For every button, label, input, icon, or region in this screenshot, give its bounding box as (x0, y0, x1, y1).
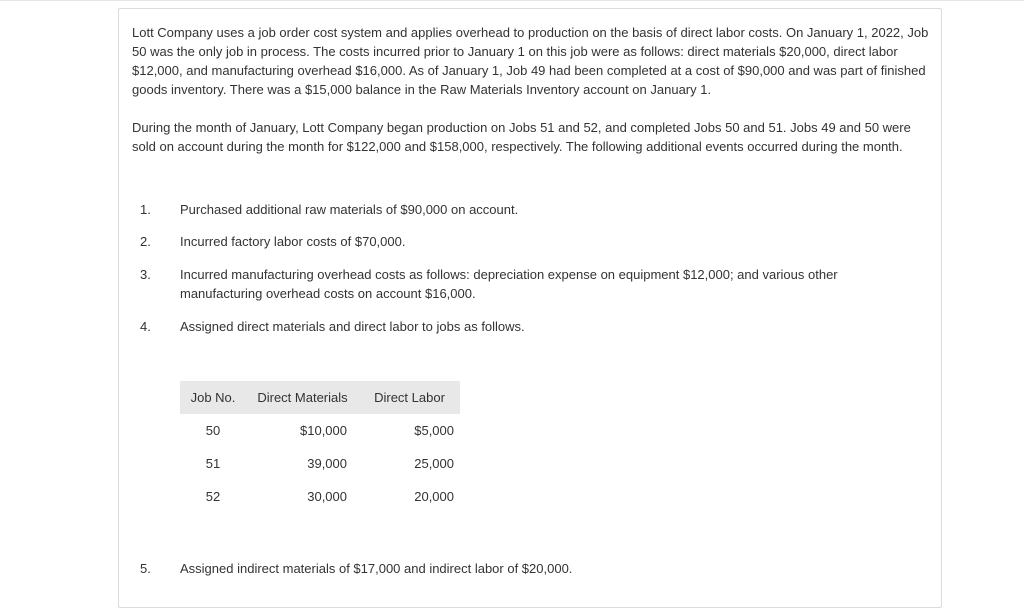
cell-direct-labor: 25,000 (414, 456, 454, 471)
cell-job-no: 50 (205, 423, 221, 438)
table-header-row (180, 381, 460, 414)
list-item-number: 5. (140, 561, 151, 576)
list-item-number: 3. (140, 267, 151, 282)
table-row (180, 447, 460, 480)
list-item-text: Incurred manufacturing overhead costs as follows: depreciation expense on equipment $12,000; and various other manufacturing overhead costs on account $16,000. (180, 267, 838, 301)
cell-job-no: 51 (205, 456, 221, 471)
list-item-number: 2. (140, 234, 151, 249)
list-item-text: Assigned indirect materials of $17,000 and indirect labor of $20,000. (180, 561, 573, 576)
cell-direct-materials: 39,000 (307, 456, 347, 471)
header-direct-labor: Direct Labor (359, 381, 460, 414)
intro-paragraph-1: Lott Company uses a job order cost system and applies overhead to production on the basis of direct labor costs. On January 1, 2022, Job 50 was the only job in process. The costs incurred prior to January 1 on this job were as follows: direct materials $20,000, direct labor $12,000, and manufacturing overhead $16,000. As of January 1, Job 49 had been completed at a cost of $90,000 and was part of finished goods inventory. There was a $15,000 balance in the Raw Materials Inventory account on January 1. (132, 25, 929, 97)
intro-paragraph-2: During the month of January, Lott Company began production on Jobs 51 and 52, and completed Jobs 50 and 51. Jobs 49 and 50 were sold on account during the month for $122,000 and $158,000, respectively. The following additional events occurred during the month. (132, 120, 911, 154)
list-item-text: Assigned direct materials and direct labor to jobs as follows. (180, 319, 525, 334)
cell-direct-labor: $5,000 (414, 423, 454, 438)
question-card (118, 8, 942, 608)
cell-job-no: 52 (205, 489, 221, 504)
job-cost-table (180, 381, 460, 513)
header-job-no: Job No. (180, 381, 246, 414)
list-item-text: Incurred factory labor costs of $70,000. (180, 234, 406, 249)
top-divider (0, 0, 1024, 1)
table-row (180, 414, 460, 447)
cell-direct-materials: 30,000 (307, 489, 347, 504)
list-item-text: Purchased additional raw materials of $90,000 on account. (180, 202, 519, 217)
table-row (180, 480, 460, 513)
cell-direct-labor: 20,000 (414, 489, 454, 504)
cell-direct-materials: $10,000 (300, 423, 347, 438)
list-item-number: 4. (140, 319, 151, 334)
list-item-number: 1. (140, 202, 151, 217)
header-direct-materials: Direct Materials (246, 381, 359, 414)
